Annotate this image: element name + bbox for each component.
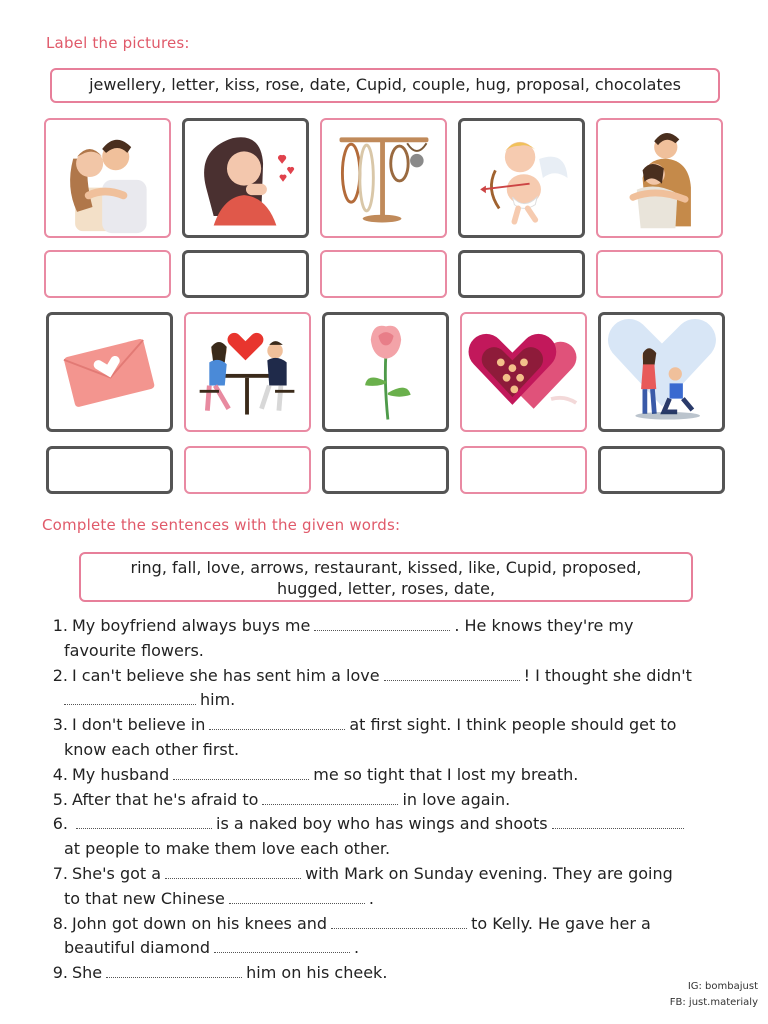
picture-card-hug — [596, 118, 723, 238]
cupid-icon — [461, 121, 582, 235]
answer-box-5[interactable] — [596, 250, 723, 298]
sentence-4: 4. My husband me so tight that I lost my breath. — [52, 764, 579, 784]
answer-box-2[interactable] — [182, 250, 309, 298]
proposal-icon — [601, 315, 722, 429]
section-title-label-pictures: Label the pictures: — [46, 34, 190, 52]
sentence-3: 3. I don't believe in at first sight. I think people should get to know each other first. — [52, 715, 677, 759]
sentence-8: 8. John got down on his knees and to Kelly. He gave her a beautiful diamond . — [52, 913, 651, 958]
sentence-6: 6. is a naked boy who has wings and shoots at people to make them love each other. — [46, 812, 726, 862]
blank[interactable] — [173, 765, 309, 780]
answer-box-7[interactable] — [184, 446, 311, 494]
picture-card-date — [184, 312, 311, 432]
blank[interactable] — [106, 963, 242, 978]
blank[interactable] — [229, 889, 365, 904]
word-bank-line-2: hugged, letter, roses, date, — [276, 579, 496, 598]
blank[interactable] — [165, 864, 301, 879]
blank[interactable] — [76, 814, 212, 829]
word-bank-sentences — [79, 552, 693, 602]
blank[interactable] — [384, 666, 520, 681]
answer-box-9[interactable] — [460, 446, 587, 494]
picture-card-cupid — [458, 118, 585, 238]
section-title-complete-sentences: Complete the sentences with the given words: — [42, 516, 401, 534]
blank[interactable] — [314, 616, 450, 631]
picture-card-jewellery — [320, 118, 447, 238]
answer-box-6[interactable] — [46, 446, 173, 494]
picture-card-kissing-couple — [44, 118, 171, 238]
picture-card-rose — [322, 312, 449, 432]
blank[interactable] — [552, 814, 684, 829]
blank[interactable] — [64, 690, 196, 705]
sentence-5: 5. After that he's afraid to in love again. — [52, 789, 511, 809]
answer-box-3[interactable] — [320, 250, 447, 298]
sentence-list — [46, 614, 726, 986]
credit-facebook: FB: just.materialy — [669, 997, 758, 1008]
blank[interactable] — [331, 914, 467, 929]
picture-card-chocolates — [460, 312, 587, 432]
credit-instagram: IG: bombajust — [687, 981, 758, 992]
kissing-couple-icon — [46, 120, 169, 236]
sentence-2: 2. I can't believe she has sent him a love ! I thought she didn't him. — [52, 665, 692, 710]
dinner-date-icon — [186, 314, 309, 430]
rose-icon — [325, 315, 446, 429]
word-bank-line-1: ring, fall, love, arrows, restaurant, kissed, like, Cupid, proposed, — [130, 558, 642, 577]
sentence-1: 1. My boyfriend always buys me . He knows they're my favourite flowers. — [52, 616, 634, 660]
blank[interactable] — [214, 938, 350, 953]
word-bank-pictures: jewellery, letter, kiss, rose, date, Cupid, couple, hug, proposal, chocolates — [50, 68, 720, 103]
heart-chocolate-box-icon — [462, 314, 585, 430]
answer-box-8[interactable] — [322, 446, 449, 494]
blowing-kiss-woman-icon — [185, 121, 306, 235]
jewellery-stand-icon — [322, 120, 445, 236]
answer-box-1[interactable] — [44, 250, 171, 298]
answer-box-10[interactable] — [598, 446, 725, 494]
love-letter-icon — [49, 315, 170, 429]
hugging-couple-icon — [598, 120, 721, 236]
picture-card-blowing-kiss — [182, 118, 309, 238]
blank[interactable] — [262, 790, 398, 805]
sentence-9: 9. She him on his cheek. — [52, 963, 388, 983]
picture-card-proposal — [598, 312, 725, 432]
sentence-7: 7. She's got a with Mark on Sunday evening. They are going to that new Chinese . — [52, 863, 673, 908]
blank[interactable] — [209, 715, 345, 730]
answer-box-4[interactable] — [458, 250, 585, 298]
picture-card-letter — [46, 312, 173, 432]
